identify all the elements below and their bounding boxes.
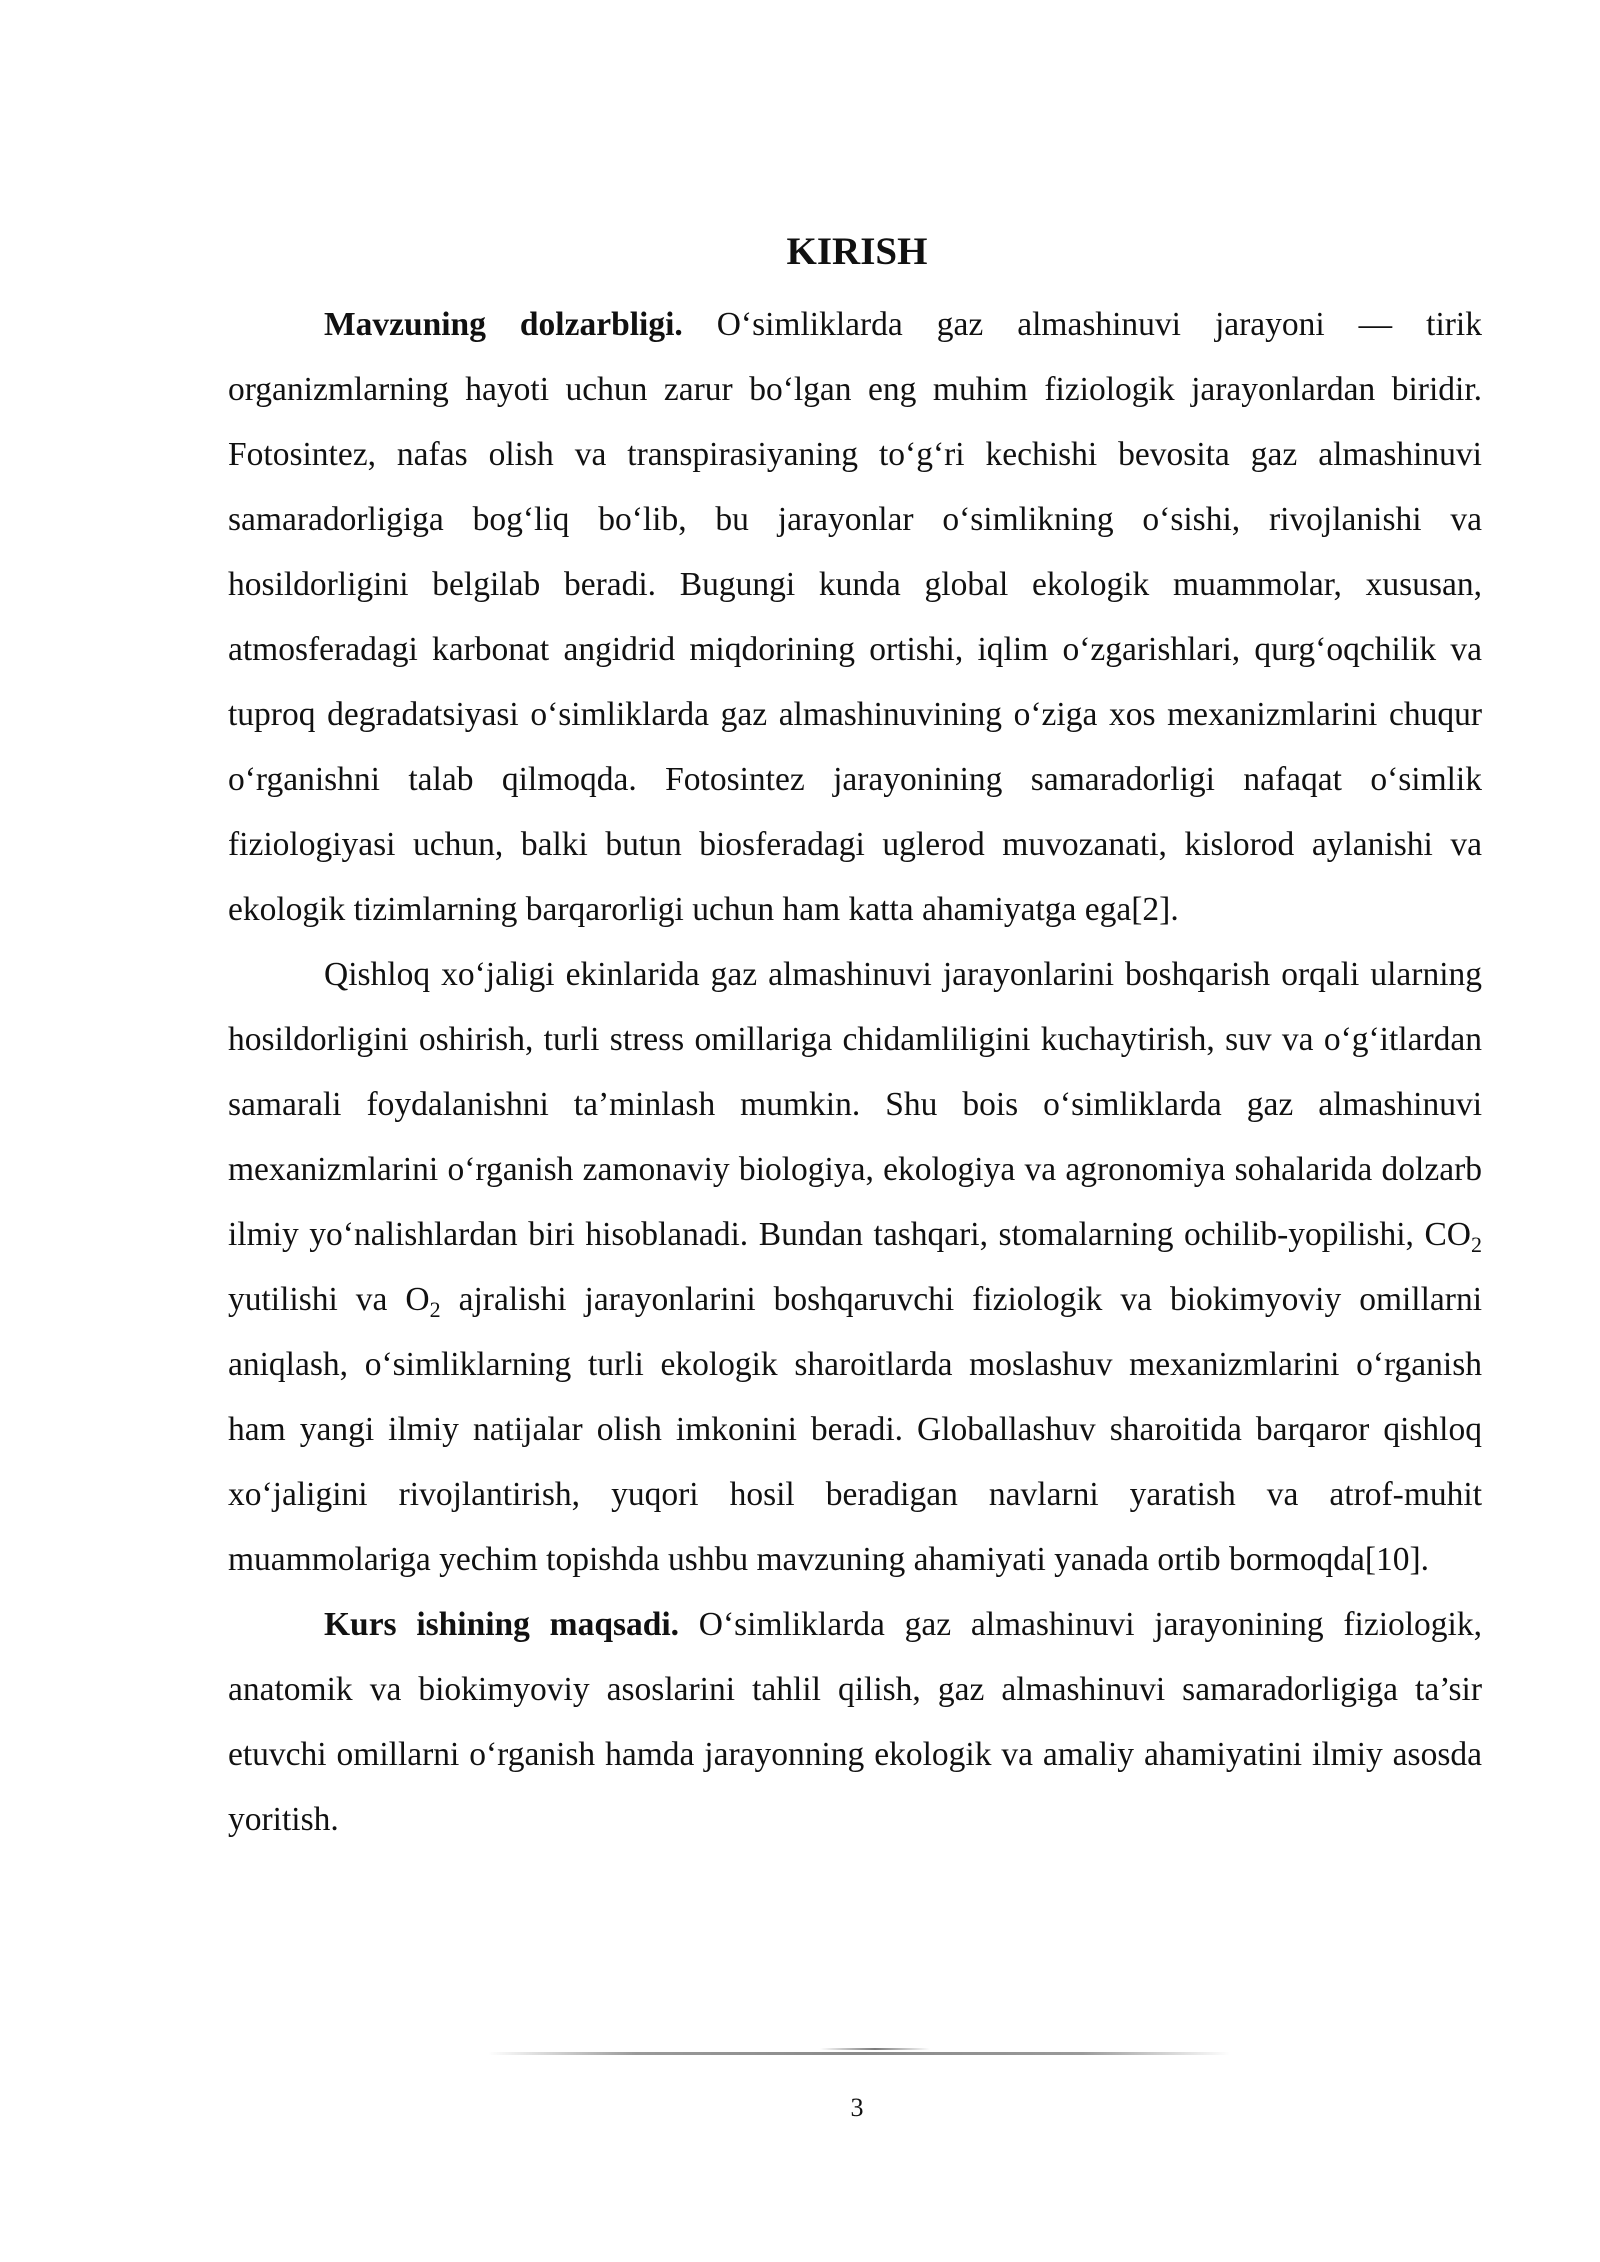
paragraph-text-relevance: O‘simliklarda gaz almashinuvi jarayoni — tirik organizmlarning hayoti uchun zarur bo‘lgan eng muhim fiziologik jarayonlardan biridir. Fotosintez, nafas olish va transpirasiyaning to‘g‘ri kechishi bevosita gaz almashinuvi samaradorligiga bog‘liq bo‘lib, bu jarayonlar o‘simlikning o‘sishi, rivojlanishi va hosildorligini belgilab beradi. Bugungi kunda global ekologik muammolar, xususan, atmosferadagi karbonat angidrid miqdorining ortishi, iqlim o‘zgarishlari, qurg‘oqchilik va tuproq degradatsiyasi o‘simliklarda gaz almashinuvining o‘ziga xos mexanizmlarini chuqur o‘rganishni talab qilmoqda. Fotosintez jarayonining samaradorligi nafaqat o‘simlik fiziologiyasi uchun, balki butun biosferadagi uglerod muvozanati, kislorod aylanishi va ekologik tizimlarning barqarorligi uchun ham katta ahamiyatga ega[2]. [228, 306, 1482, 928]
paragraph-text-goal: O‘simliklarda gaz almashinuvi jarayonining fiziologik, anatomik va biokimyoviy asoslarini tahlil qilish, gaz almashinuvi samaradorligiga ta’sir etuvchi omillarni o‘rganish hamda jarayonning ekologik va amaliy ahamiyatini ilmiy asosda yoritish. [228, 1606, 1482, 1838]
section-heading: KIRISH [786, 230, 928, 273]
paragraph-agriculture [228, 942, 1482, 1592]
subscript-co2: 2 [1471, 1232, 1482, 1257]
body-text [228, 292, 1482, 1852]
footer-divider-accent [820, 2048, 930, 2050]
paragraph-text-agriculture-part3: ajralishi jarayonlarini boshqaruvchi fiziologik va biokimyoviy omillarni aniqlash, o‘simliklarning turli ekologik sharoitlarda moslashuv mexanizmlarini o‘rganish ham yangi ilmiy natijalar olish imkonini beradi. Globallashuv sharoitida barqaror qishloq xo‘jaligini rivojlantirish, yuqori hosil beradigan navlarni yaratish va atrof-muhit muammolariga yechim topishda ushbu mavzuning ahamiyati yanada ortib bormoqda[10]. [228, 1281, 1482, 1578]
paragraph-goal [228, 1592, 1482, 1852]
paragraph-text-agriculture-part2: yutilishi va O [228, 1281, 430, 1318]
paragraph-relevance [228, 292, 1482, 942]
subscript-o2: 2 [429, 1297, 441, 1322]
footer-divider [488, 2052, 1230, 2055]
paragraph-lead-relevance: Mavzuning dolzarbligi. [324, 306, 683, 343]
page-number: 3 [850, 2093, 864, 2122]
paragraph-lead-goal: Kurs ishining maqsadi. [324, 1606, 680, 1643]
paragraph-text-agriculture-part1: Qishloq xo‘jaligi ekinlarida gaz almashinuvi jarayonlarini boshqarish orqali ularning hosildorligini oshirish, turli stress omillariga chidamliligini kuchaytirish, suv va o‘g‘itlardan samarali foydalanishni ta’minlash mumkin. Shu bois o‘simliklarda gaz almashinuvi mexanizmlarini o‘rganish zamonaviy biologiya, ekologiya va agronomiya sohalarida dolzarb ilmiy yo‘nalishlardan biri hisoblanadi. Bundan tashqari, stomalarning ochilib-yopilishi, CO [228, 956, 1482, 1253]
